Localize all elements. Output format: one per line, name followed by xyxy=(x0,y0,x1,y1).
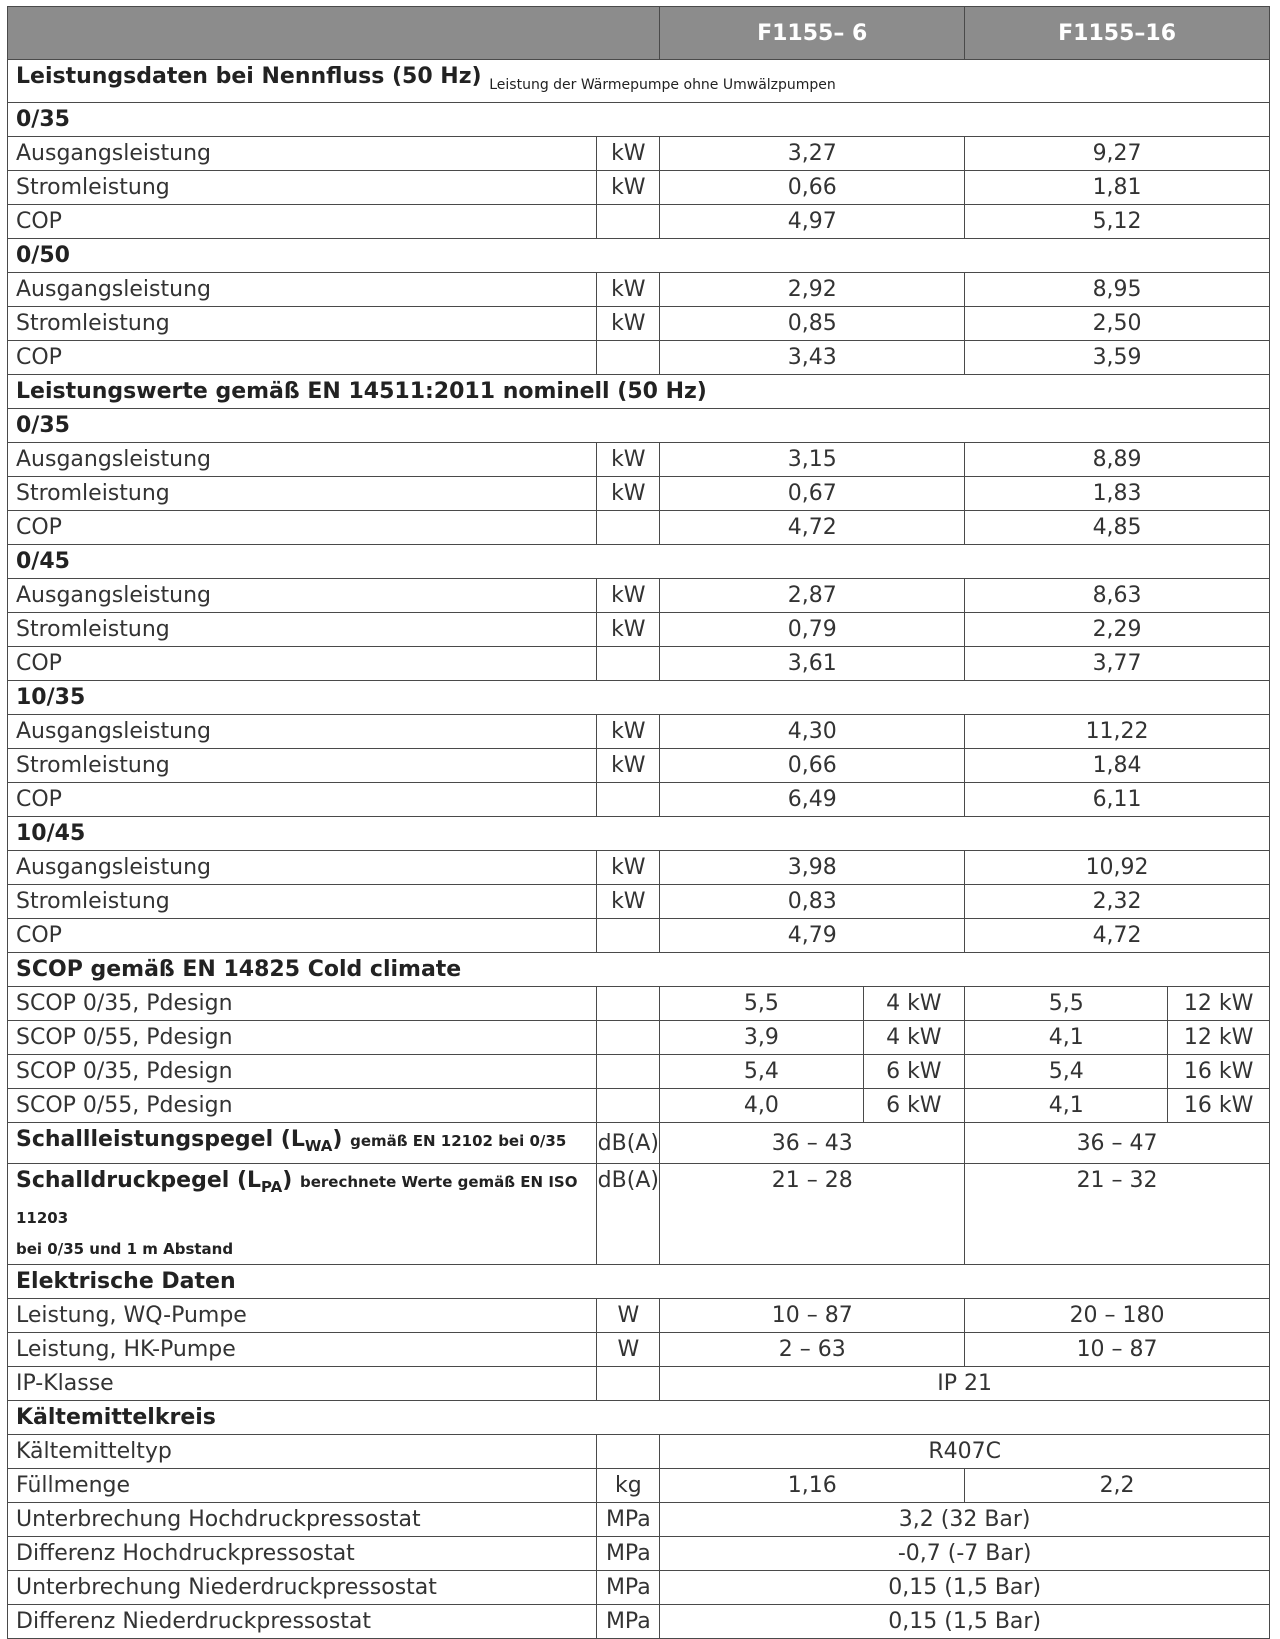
data-row xyxy=(8,613,1270,647)
pressostat-row xyxy=(8,1537,1270,1571)
electric-value-a: 2 – 63 xyxy=(660,1333,965,1367)
row-unit xyxy=(597,341,660,375)
row-unit xyxy=(597,647,660,681)
scop-value-b: 5,4 xyxy=(965,1055,1168,1089)
lwa-unit: dB(A) xyxy=(597,1123,660,1164)
value-b: 1,83 xyxy=(965,477,1270,511)
lwa-label xyxy=(8,1123,597,1164)
lwa-row xyxy=(8,1123,1270,1164)
electric-unit: W xyxy=(597,1299,660,1333)
scop-row xyxy=(8,1089,1270,1123)
data-row xyxy=(8,273,1270,307)
lpa-close: ) xyxy=(282,1168,293,1193)
scop-label: SCOP 0/55, Pdesign xyxy=(8,1089,597,1123)
scop-pdesign-a: 4 kW xyxy=(863,1021,965,1055)
pressostat-unit: MPa xyxy=(597,1571,660,1605)
value-a: 2,87 xyxy=(660,579,965,613)
fill-value-a: 1,16 xyxy=(660,1469,965,1503)
row-unit: kW xyxy=(597,885,660,919)
value-a: 0,79 xyxy=(660,613,965,647)
electric-row xyxy=(8,1333,1270,1367)
row-label: COP xyxy=(8,341,597,375)
section-row xyxy=(8,1401,1270,1435)
electric-row xyxy=(8,1299,1270,1333)
section-row xyxy=(8,1265,1270,1299)
group-header-row xyxy=(8,239,1270,273)
pressostat-row xyxy=(8,1503,1270,1537)
pressostat-label: Differenz Hochdruckpressostat xyxy=(8,1537,597,1571)
group-header-row xyxy=(8,103,1270,137)
lpa-title: Schalldruckpegel (L xyxy=(16,1168,262,1193)
lwa-note: gemäß EN 12102 bei 0/35 xyxy=(350,1132,567,1150)
electric-label: Leistung, HK-Pumpe xyxy=(8,1333,597,1367)
pressostat-unit: MPa xyxy=(597,1605,660,1639)
scop-value-a: 5,4 xyxy=(660,1055,863,1089)
scop-value-b: 4,1 xyxy=(965,1021,1168,1055)
row-label: Stromleistung xyxy=(8,749,597,783)
refrigerant-type-label: Kältemitteltyp xyxy=(8,1435,597,1469)
value-a: 6,49 xyxy=(660,783,965,817)
fill-label: Füllmenge xyxy=(8,1469,597,1503)
row-label: COP xyxy=(8,919,597,953)
scop-block xyxy=(8,987,1270,1123)
row-label: Stromleistung xyxy=(8,307,597,341)
section-row xyxy=(8,375,1270,409)
electric-value-a: 10 – 87 xyxy=(660,1299,965,1333)
row-label: Stromleistung xyxy=(8,885,597,919)
electric-block xyxy=(8,1299,1270,1367)
scop-row xyxy=(8,1021,1270,1055)
value-a: 0,67 xyxy=(660,477,965,511)
scop-value-a: 3,9 xyxy=(660,1021,863,1055)
row-unit: kW xyxy=(597,613,660,647)
refrigerant-type-value: R407C xyxy=(660,1435,1270,1469)
value-a: 3,15 xyxy=(660,443,965,477)
value-a: 0,85 xyxy=(660,307,965,341)
value-b: 2,29 xyxy=(965,613,1270,647)
row-unit: kW xyxy=(597,137,660,171)
group-title: 0/50 xyxy=(8,239,1270,273)
pressostat-value: 3,2 (32 Bar) xyxy=(660,1503,1270,1537)
group-header-row xyxy=(8,409,1270,443)
section-row xyxy=(8,953,1270,987)
section-title-text: Leistungsdaten bei Nennfluss (50 Hz) xyxy=(16,64,482,89)
group-header-row xyxy=(8,545,1270,579)
value-a: 0,66 xyxy=(660,171,965,205)
data-row xyxy=(8,919,1270,953)
data-row xyxy=(8,647,1270,681)
pressostat-row xyxy=(8,1605,1270,1639)
fill-row xyxy=(8,1469,1270,1503)
section-title: SCOP gemäß EN 14825 Cold climate xyxy=(8,953,1270,987)
group-title: 0/35 xyxy=(8,103,1270,137)
group-title: 0/35 xyxy=(8,409,1270,443)
scop-pdesign-b: 12 kW xyxy=(1168,987,1270,1021)
value-a: 0,83 xyxy=(660,885,965,919)
lpa-sub: PA xyxy=(261,1178,283,1196)
section-note: Leistung der Wärmepumpe ohne Umwälzpumpen xyxy=(489,77,836,93)
pressostat-unit: MPa xyxy=(597,1503,660,1537)
electric-unit: W xyxy=(597,1333,660,1367)
data-row xyxy=(8,443,1270,477)
value-a: 3,43 xyxy=(660,341,965,375)
electric-value-b: 10 – 87 xyxy=(965,1333,1270,1367)
ip-row xyxy=(8,1367,1270,1401)
electric-label: Leistung, WQ-Pumpe xyxy=(8,1299,597,1333)
scop-value-b: 5,5 xyxy=(965,987,1168,1021)
scop-label: SCOP 0/55, Pdesign xyxy=(8,1021,597,1055)
scop-unit xyxy=(597,1055,660,1089)
data-row xyxy=(8,851,1270,885)
scop-value-b: 4,1 xyxy=(965,1089,1168,1123)
value-a: 4,30 xyxy=(660,715,965,749)
refrigerant-type-row xyxy=(8,1435,1270,1469)
pressostat-label: Differenz Niederdruckpressostat xyxy=(8,1605,597,1639)
row-unit: kW xyxy=(597,443,660,477)
group-title: 0/45 xyxy=(8,545,1270,579)
row-unit xyxy=(597,205,660,239)
row-label: Stromleistung xyxy=(8,171,597,205)
value-b: 4,72 xyxy=(965,919,1270,953)
lpa-value-a: 21 – 28 xyxy=(660,1164,965,1265)
ip-value: IP 21 xyxy=(660,1367,1270,1401)
row-unit xyxy=(597,511,660,545)
row-label: Ausgangsleistung xyxy=(8,137,597,171)
scop-row xyxy=(8,1055,1270,1089)
group-block-nominal xyxy=(8,103,1270,375)
refrigerant-type-unit xyxy=(597,1435,660,1469)
row-unit: kW xyxy=(597,715,660,749)
data-row xyxy=(8,477,1270,511)
value-b: 8,89 xyxy=(965,443,1270,477)
value-b: 8,63 xyxy=(965,579,1270,613)
lpa-label xyxy=(8,1164,597,1265)
header-col-a: F1155– 6 xyxy=(660,7,965,60)
group-header-row xyxy=(8,681,1270,715)
row-label: COP xyxy=(8,205,597,239)
lpa-row xyxy=(8,1164,1270,1265)
row-label: Ausgangsleistung xyxy=(8,579,597,613)
section-title: Leistungswerte gemäß EN 14511:2011 nominell (50 Hz) xyxy=(8,375,1270,409)
value-b: 8,95 xyxy=(965,273,1270,307)
value-b: 10,92 xyxy=(965,851,1270,885)
header-blank xyxy=(8,7,660,60)
scop-pdesign-b: 12 kW xyxy=(1168,1021,1270,1055)
scop-label: SCOP 0/35, Pdesign xyxy=(8,987,597,1021)
row-label: COP xyxy=(8,783,597,817)
row-label: Ausgangsleistung xyxy=(8,273,597,307)
group-header-row xyxy=(8,817,1270,851)
section-title: Kältemittelkreis xyxy=(8,1401,1270,1435)
fill-value-b: 2,2 xyxy=(965,1469,1270,1503)
section-title: Elektrische Daten xyxy=(8,1265,1270,1299)
value-a: 3,61 xyxy=(660,647,965,681)
row-unit: kW xyxy=(597,307,660,341)
value-b: 1,81 xyxy=(965,171,1270,205)
section-row xyxy=(8,60,1270,103)
value-b: 3,77 xyxy=(965,647,1270,681)
ip-unit xyxy=(597,1367,660,1401)
spec-table xyxy=(7,6,1270,1639)
header-row xyxy=(8,7,1270,60)
group-title: 10/35 xyxy=(8,681,1270,715)
lpa-value-b: 21 – 32 xyxy=(965,1164,1270,1265)
row-label: Ausgangsleistung xyxy=(8,851,597,885)
header-col-b: F1155–16 xyxy=(965,7,1270,60)
scop-unit xyxy=(597,1021,660,1055)
row-label: COP xyxy=(8,647,597,681)
value-b: 4,85 xyxy=(965,511,1270,545)
lpa-note: berechnete Werte gemäß EN ISO 11203 xyxy=(16,1173,578,1227)
data-row xyxy=(8,341,1270,375)
value-b: 6,11 xyxy=(965,783,1270,817)
row-label: Stromleistung xyxy=(8,613,597,647)
value-b: 5,12 xyxy=(965,205,1270,239)
value-b: 3,59 xyxy=(965,341,1270,375)
row-unit: kW xyxy=(597,477,660,511)
row-label: Ausgangsleistung xyxy=(8,715,597,749)
lwa-sub: WA xyxy=(304,1137,333,1155)
value-a: 4,72 xyxy=(660,511,965,545)
row-unit: kW xyxy=(597,579,660,613)
data-row xyxy=(8,511,1270,545)
row-unit: kW xyxy=(597,851,660,885)
pressostat-label: Unterbrechung Hochdruckpressostat xyxy=(8,1503,597,1537)
row-unit xyxy=(597,783,660,817)
data-row xyxy=(8,579,1270,613)
group-title: 10/45 xyxy=(8,817,1270,851)
pressostat-value: 0,15 (1,5 Bar) xyxy=(660,1605,1270,1639)
pressostat-value: -0,7 (-7 Bar) xyxy=(660,1537,1270,1571)
row-unit: kW xyxy=(597,749,660,783)
scop-value-a: 5,5 xyxy=(660,987,863,1021)
row-label: Ausgangsleistung xyxy=(8,443,597,477)
value-a: 3,98 xyxy=(660,851,965,885)
value-a: 4,97 xyxy=(660,205,965,239)
pressostat-value: 0,15 (1,5 Bar) xyxy=(660,1571,1270,1605)
value-a: 4,79 xyxy=(660,919,965,953)
section-title xyxy=(8,60,1270,103)
value-b: 2,32 xyxy=(965,885,1270,919)
pressostat-row xyxy=(8,1571,1270,1605)
scop-row xyxy=(8,987,1270,1021)
scop-pdesign-b: 16 kW xyxy=(1168,1089,1270,1123)
pressostat-unit: MPa xyxy=(597,1537,660,1571)
row-unit xyxy=(597,919,660,953)
scop-pdesign-a: 6 kW xyxy=(863,1055,965,1089)
scop-value-a: 4,0 xyxy=(660,1089,863,1123)
lwa-title: Schallleistungspegel (L xyxy=(16,1127,305,1152)
scop-unit xyxy=(597,1089,660,1123)
row-unit: kW xyxy=(597,171,660,205)
row-label: COP xyxy=(8,511,597,545)
row-label: Stromleistung xyxy=(8,477,597,511)
lwa-close: ) xyxy=(332,1127,343,1152)
data-row xyxy=(8,205,1270,239)
data-row xyxy=(8,715,1270,749)
value-b: 1,84 xyxy=(965,749,1270,783)
pressostat-block xyxy=(8,1503,1270,1639)
data-row xyxy=(8,307,1270,341)
data-row xyxy=(8,783,1270,817)
value-b: 2,50 xyxy=(965,307,1270,341)
fill-unit: kg xyxy=(597,1469,660,1503)
data-row xyxy=(8,171,1270,205)
data-row xyxy=(8,749,1270,783)
value-a: 0,66 xyxy=(660,749,965,783)
value-a: 2,92 xyxy=(660,273,965,307)
lwa-value-b: 36 – 47 xyxy=(965,1123,1270,1164)
value-b: 9,27 xyxy=(965,137,1270,171)
scop-label: SCOP 0/35, Pdesign xyxy=(8,1055,597,1089)
value-b: 11,22 xyxy=(965,715,1270,749)
lpa-note2: bei 0/35 und 1 m Abstand xyxy=(16,1240,234,1258)
data-row xyxy=(8,885,1270,919)
data-row xyxy=(8,137,1270,171)
scop-pdesign-a: 6 kW xyxy=(863,1089,965,1123)
lpa-unit: dB(A) xyxy=(597,1164,660,1265)
scop-unit xyxy=(597,987,660,1021)
electric-value-b: 20 – 180 xyxy=(965,1299,1270,1333)
group-block-en14511 xyxy=(8,409,1270,953)
scop-pdesign-b: 16 kW xyxy=(1168,1055,1270,1089)
lwa-value-a: 36 – 43 xyxy=(660,1123,965,1164)
value-a: 3,27 xyxy=(660,137,965,171)
scop-pdesign-a: 4 kW xyxy=(863,987,965,1021)
row-unit: kW xyxy=(597,273,660,307)
ip-label: IP-Klasse xyxy=(8,1367,597,1401)
pressostat-label: Unterbrechung Niederdruckpressostat xyxy=(8,1571,597,1605)
